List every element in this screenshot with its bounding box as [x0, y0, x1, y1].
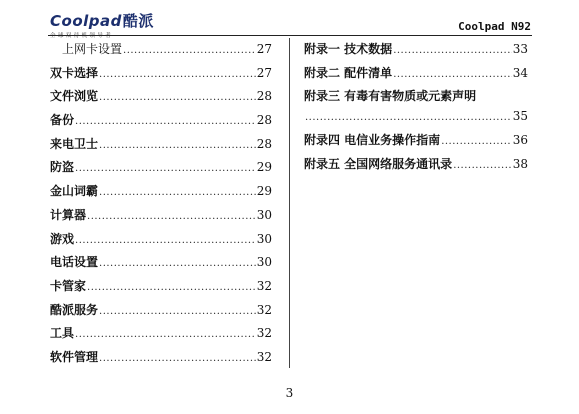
- toc-entry: 附录一 技术数据 ..... 33: [304, 39, 528, 63]
- toc-entry-continuation: ..... 35: [304, 106, 528, 130]
- logo-cn: 酷派: [122, 12, 154, 30]
- page-header: [0, 0, 579, 40]
- toc-entry: 备份 ..... 28: [50, 110, 272, 134]
- toc-right-column: [304, 39, 528, 178]
- toc-entry: 附录四 电信业务操作指南 ..... 36: [304, 130, 528, 154]
- header-rule: [48, 35, 532, 36]
- toc-entry: 电话设置 ..... 30: [50, 252, 272, 276]
- logo-wordmark: Coolpad酷派: [50, 12, 154, 30]
- column-divider: [289, 38, 290, 368]
- toc-entry: 计算器 ..... 30: [50, 205, 272, 229]
- page-number: 3: [285, 386, 294, 400]
- model-name: Coolpad N92: [458, 20, 531, 33]
- toc-entry: 防盗 ..... 29: [50, 157, 272, 181]
- toc-entry: 游戏 ..... 30: [50, 229, 272, 253]
- toc-entry: 双卡选择 ..... 27: [50, 63, 272, 87]
- toc-entry: 软件管理 ..... 32: [50, 347, 272, 371]
- toc-entry: 卡管家 ..... 32: [50, 276, 272, 300]
- toc-entry: 附录三 有毒有害物质或元素声明 ..... 35: [304, 86, 528, 130]
- toc-entry: 附录五 全国网络服务通讯录 ..... 38: [304, 154, 528, 178]
- toc-entry: 酷派服务 ..... 32: [50, 300, 272, 324]
- toc-left-column: [50, 39, 272, 371]
- toc-entry: 来电卫士 ..... 28: [50, 134, 272, 158]
- toc-entry: 金山词霸 ..... 29: [50, 181, 272, 205]
- logo-tagline: 全球双待机领导者: [50, 33, 114, 39]
- toc-entry: 附录二 配件清单 ..... 34: [304, 63, 528, 87]
- toc-entry: 上网卡设置 ..... 27: [50, 39, 272, 63]
- toc-entry: 工具 ..... 32: [50, 323, 272, 347]
- toc-entry: 文件浏览 ..... 28: [50, 86, 272, 110]
